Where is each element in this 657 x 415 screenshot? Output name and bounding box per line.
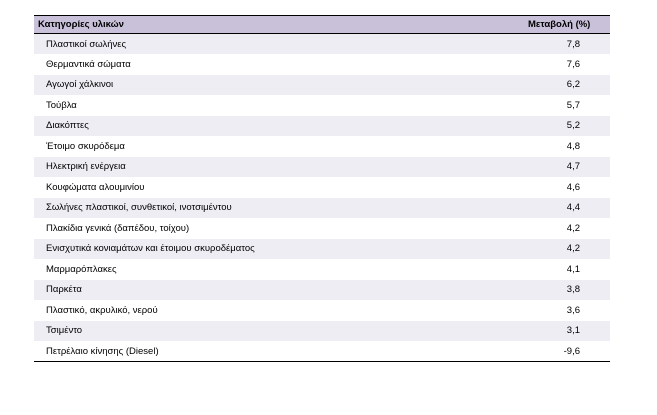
table-row (34, 198, 610, 219)
change-value: 5,2 (566, 120, 580, 132)
material-name: Πετρέλαιο κίνησης (Diesel) (34, 341, 522, 362)
table-row (34, 300, 610, 321)
material-name: Παρκέτα (46, 284, 82, 296)
change-value: 6,2 (566, 79, 580, 91)
table-row (34, 54, 610, 75)
material-name: Τσιμέντο (46, 325, 83, 337)
material-name: Μαρμαρόπλακες (46, 263, 117, 275)
change-column-header: Μεταβολή (%) (522, 16, 610, 34)
material-name: Διακόπτες (46, 120, 89, 132)
change-value: 7,6 (566, 58, 580, 70)
change-value: 4,6 (566, 181, 580, 193)
change-value: 4,2 (566, 243, 580, 255)
material-name: Κουφώματα αλουμινίου (46, 181, 145, 193)
change-value: 3,1 (566, 325, 580, 337)
materials-change-table (34, 15, 610, 362)
change-value: 4,7 (566, 161, 580, 173)
material-name: Σωλήνες πλαστικοί, συνθετικοί, ινοτσιμέντου (46, 202, 232, 214)
table-row (34, 177, 610, 198)
table-row (34, 280, 610, 301)
change-value: 4,4 (566, 202, 580, 214)
material-name: Πλαστικό, ακρυλικό, νερού (46, 304, 158, 316)
table-row (34, 34, 610, 55)
table-row (34, 95, 610, 116)
table-row (34, 321, 610, 342)
table-row (34, 136, 610, 157)
change-value: 4,8 (566, 140, 580, 152)
table-header-row (34, 16, 610, 34)
table-row (34, 75, 610, 96)
material-name: Πλαστικοί σωλήνες (46, 38, 127, 50)
table-body (34, 34, 610, 362)
change-value: 5,7 (566, 99, 580, 111)
table-row (34, 341, 610, 362)
material-name: Ηλεκτρική ενέργεια (46, 161, 126, 173)
table-row (34, 157, 610, 178)
material-name: Πλακίδια γενικά (δαπέδου, τοίχου) (46, 222, 190, 234)
material-name: Έτοιμο σκυρόδεμα (46, 140, 125, 152)
change-value: 3,8 (566, 284, 580, 296)
table-row (34, 218, 610, 239)
change-value: 3,6 (566, 304, 580, 316)
table-row (34, 239, 610, 260)
material-name: Ενισχυτικά κονιαμάτων και έτοιμου σκυροδέματος (46, 243, 255, 255)
table-header (34, 16, 610, 34)
change-value: -9,6 (522, 341, 610, 362)
table-row (34, 116, 610, 137)
change-value: 4,1 (566, 263, 580, 275)
material-name: Τούβλα (46, 99, 77, 111)
material-name: Αγωγοί χάλκινοι (46, 79, 114, 91)
materials-change-table-container (34, 15, 610, 362)
change-value: 4,2 (566, 222, 580, 234)
material-name: Θερμαντικά σώματα (46, 58, 131, 70)
table-row (34, 259, 610, 280)
category-column-header: Κατηγορίες υλικών (34, 16, 522, 34)
change-value: 7,8 (566, 38, 580, 50)
